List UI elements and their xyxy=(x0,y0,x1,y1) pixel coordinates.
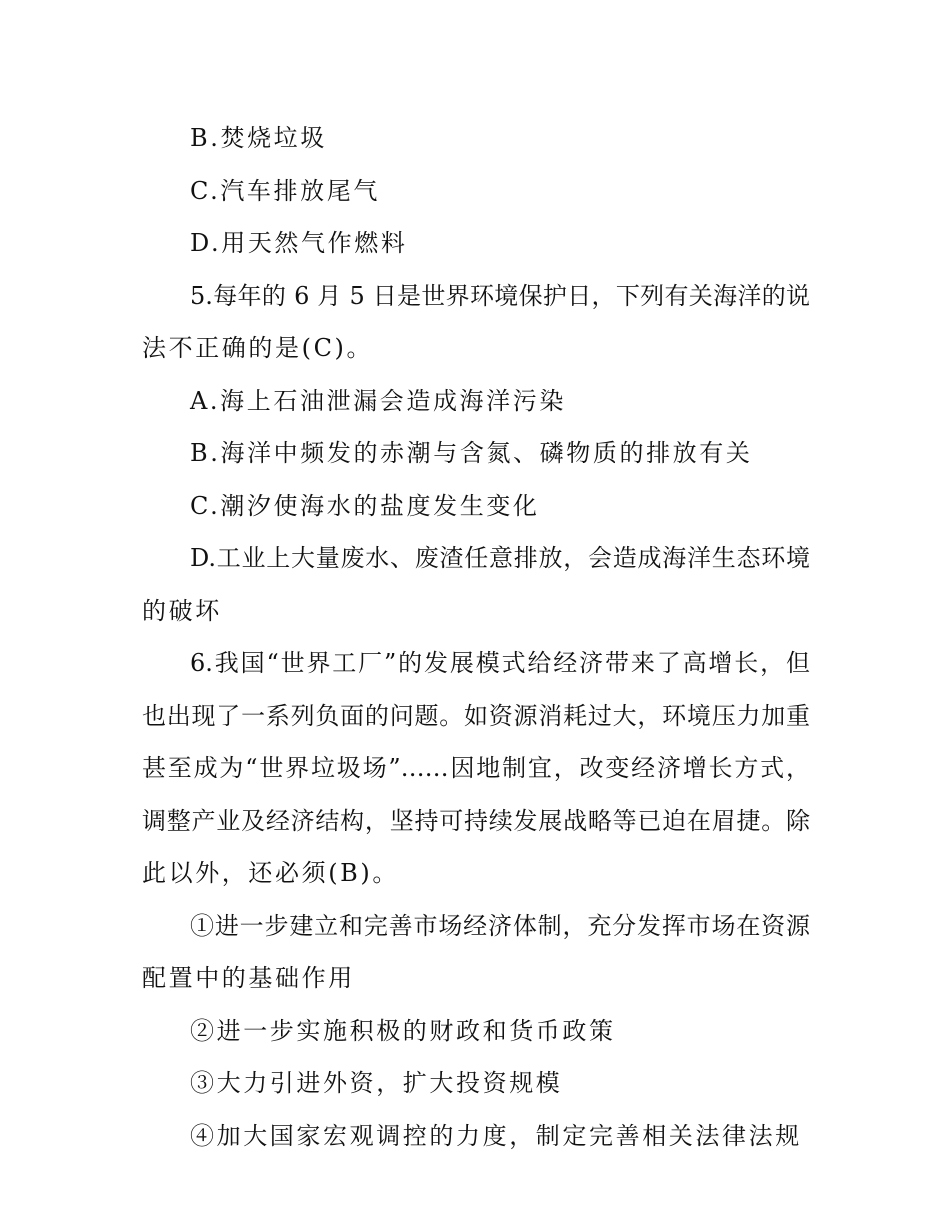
q6-item-3: ③大力引进外资，扩大投资规模 xyxy=(190,1069,563,1097)
document-body xyxy=(142,118,810,1168)
q5-option-d-line-1: D.工业上大量废水、废渣任意排放，会造成海洋生态环境 xyxy=(190,544,810,572)
q6-stem-line-1: 6.我国“世界工厂”的发展模式给经济带来了高增长，但 xyxy=(190,649,810,677)
q5-stem-line-1: 5.每年的 6 月 5 日是世界环境保护日，下列有关海洋的说 xyxy=(190,281,810,310)
q5-option-d-line-2: 的破坏 xyxy=(142,596,222,625)
q5-stem-line-2: 法不正确的是(C)。 xyxy=(142,334,374,362)
q6-stem-line-4: 调整产业及经济结构，坚持可持续发展战略等已迫在眉捷。除 xyxy=(142,806,810,835)
q4-option-c: C.汽车排放尾气 xyxy=(190,176,380,205)
q6-item-4: ④加大国家宏观调控的力度，制定完善相关法律法规 xyxy=(190,1121,802,1150)
q6-item-1-line-2: 配置中的基础作用 xyxy=(142,964,355,992)
q6-item-1-line-1: ①进一步建立和完善市场经济体制，充分发挥市场在资源 xyxy=(190,911,810,940)
q5-option-b: B.海洋中频发的赤潮与含氮、磷物质的排放有关 xyxy=(190,439,753,467)
q6-stem-line-2: 也出现了一系列负面的问题。如资源消耗过大，环境压力加重 xyxy=(142,701,810,730)
q4-option-d: D.用天然气作燃料 xyxy=(190,229,408,257)
q4-option-b: B.焚烧垃圾 xyxy=(190,124,327,152)
q5-option-c: C.潮汐使海水的盐度发生变化 xyxy=(190,491,540,520)
q6-item-2: ②进一步实施积极的财政和货币政策 xyxy=(190,1016,616,1045)
q6-stem-line-5: 此以外，还必须(B)。 xyxy=(142,859,399,887)
q5-option-a: A.海上石油泄漏会造成海洋污染 xyxy=(190,386,566,415)
q6-stem-line-3: 甚至成为“世界垃圾场”……因地制宜，改变经济增长方式， xyxy=(142,754,810,782)
